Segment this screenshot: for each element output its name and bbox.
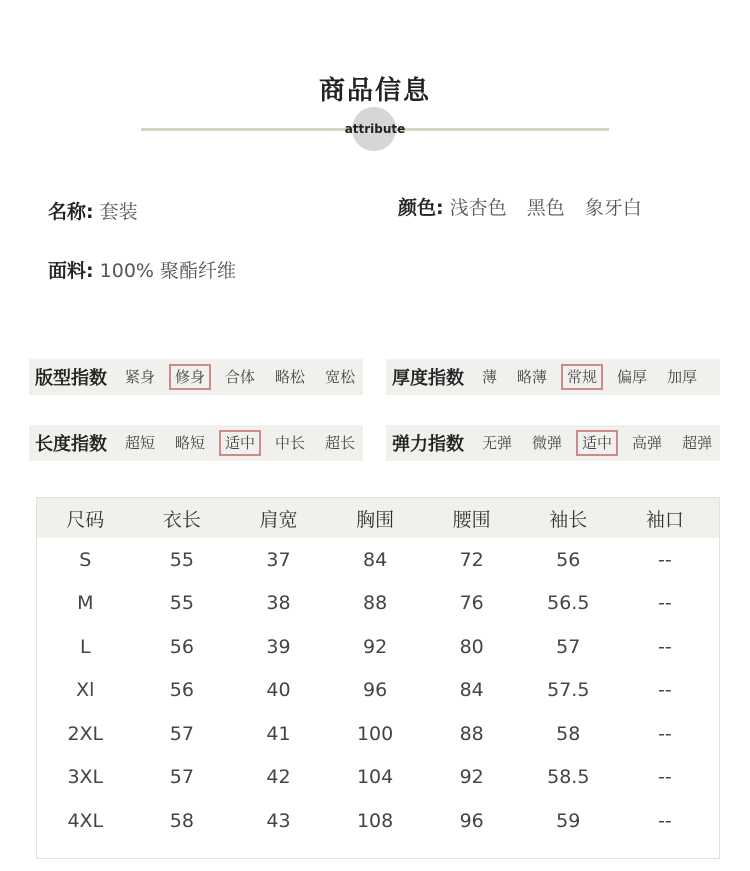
table-cell: 84 (459, 679, 484, 702)
table-cell: 88 (362, 592, 388, 615)
size-table (36, 497, 720, 859)
column-header: 腰围 (452, 508, 491, 531)
index-option: 微弹 (532, 434, 563, 452)
table-cell: 80 (459, 635, 484, 658)
table-cell: 2XL (67, 722, 104, 745)
index-option: 加厚 (667, 368, 698, 386)
table-cell: 92 (362, 635, 388, 658)
index-options (476, 430, 726, 456)
table-cell: 4XL (67, 809, 104, 832)
name-value: 套装 (99, 201, 138, 223)
column-header: 袖长 (549, 508, 588, 531)
attribute-label: attribute (344, 122, 406, 136)
index-option: 高弹 (632, 434, 663, 452)
index-option: 超弹 (682, 434, 713, 452)
table-header (37, 498, 719, 538)
table-cell: 84 (362, 548, 388, 571)
table-row (37, 538, 719, 582)
table-row (37, 582, 719, 626)
table-cell: S (79, 548, 92, 571)
index-options (119, 430, 369, 456)
name-label: 名称: (48, 201, 94, 223)
index-label: 弹力指数 (392, 434, 464, 455)
table-cell: 42 (266, 766, 291, 789)
table-cell: 56.5 (547, 592, 590, 615)
table-cell: -- (658, 635, 672, 658)
index-row (29, 359, 363, 395)
index-option: 偏厚 (617, 368, 648, 386)
table-row (37, 669, 719, 713)
table-cell: 59 (556, 809, 581, 832)
index-label: 长度指数 (35, 434, 107, 455)
table-cell: 37 (266, 548, 291, 571)
fabric-value: 100% 聚酯纤维 (99, 260, 237, 282)
color-label: 颜色: (398, 197, 444, 219)
table-cell: Xl (76, 679, 95, 702)
table-cell: 55 (169, 592, 194, 615)
index-row (386, 425, 720, 461)
table-cell: 56 (556, 548, 581, 571)
index-option: 合体 (225, 368, 256, 386)
table-row (37, 712, 719, 756)
index-option-selected: 常规 (561, 364, 603, 390)
table-cell: 96 (362, 679, 388, 702)
index-options (119, 364, 369, 390)
color-value: 象牙白 (584, 197, 642, 219)
table-cell: 58 (556, 722, 581, 745)
column-header: 衣长 (162, 508, 201, 531)
table-cell: 58 (169, 809, 194, 832)
index-option: 紧身 (125, 368, 156, 386)
color-values (450, 197, 656, 219)
table-cell: M (77, 592, 94, 615)
table-cell: 39 (266, 635, 291, 658)
table-cell: -- (658, 592, 672, 615)
index-option: 略松 (275, 368, 306, 386)
table-cell: 96 (459, 809, 484, 832)
table-cell: -- (658, 809, 672, 832)
table-row (37, 625, 719, 669)
column-header: 袖口 (645, 508, 684, 531)
table-cell: 100 (356, 722, 394, 745)
index-option: 薄 (482, 368, 498, 386)
color-info (398, 193, 656, 220)
index-option: 无弹 (482, 434, 513, 452)
name-info (48, 197, 138, 224)
index-option: 宽松 (325, 368, 356, 386)
table-cell: 40 (266, 679, 291, 702)
index-option: 中长 (275, 434, 306, 452)
fabric-label: 面料: (48, 260, 94, 282)
index-row (29, 425, 363, 461)
index-label: 厚度指数 (392, 368, 464, 389)
table-cell: -- (658, 548, 672, 571)
table-cell: 57 (169, 766, 194, 789)
index-option-selected: 适中 (219, 430, 261, 456)
page-title: 商品信息 (318, 76, 431, 106)
index-option-selected: 修身 (169, 364, 211, 390)
column-header: 胸围 (356, 508, 395, 531)
table-cell: 56 (169, 635, 194, 658)
fabric-info (48, 256, 236, 283)
table-cell: 58.5 (547, 766, 590, 789)
table-cell: 41 (266, 722, 291, 745)
table-cell: L (80, 635, 91, 658)
table-row (37, 756, 719, 800)
table-cell: 108 (356, 809, 394, 832)
table-cell: 56 (169, 679, 194, 702)
table-cell: 55 (169, 548, 194, 571)
color-value: 黑色 (526, 197, 565, 219)
index-option: 超长 (325, 434, 356, 452)
table-cell: 92 (459, 766, 484, 789)
column-header: 肩宽 (259, 508, 298, 531)
table-body (37, 538, 719, 843)
table-cell: 76 (459, 592, 484, 615)
index-option: 超短 (125, 434, 156, 452)
color-value: 浅杏色 (449, 197, 507, 219)
index-options (476, 364, 711, 390)
index-label: 版型指数 (35, 368, 107, 389)
table-cell: 72 (459, 548, 484, 571)
table-cell: -- (658, 722, 672, 745)
table-cell: 88 (459, 722, 484, 745)
table-cell: -- (658, 766, 672, 789)
table-cell: 38 (266, 592, 291, 615)
column-header: 尺码 (66, 508, 105, 531)
table-cell: 57 (169, 722, 194, 745)
table-cell: 57 (556, 635, 581, 658)
table-cell: 3XL (67, 766, 104, 789)
index-option-selected: 适中 (576, 430, 618, 456)
table-row (37, 799, 719, 843)
table-cell: -- (658, 679, 672, 702)
table-cell: 43 (266, 809, 291, 832)
table-cell: 104 (356, 766, 394, 789)
index-option: 略短 (175, 434, 206, 452)
table-cell: 57.5 (547, 679, 590, 702)
index-row (386, 359, 720, 395)
index-option: 略薄 (517, 368, 548, 386)
